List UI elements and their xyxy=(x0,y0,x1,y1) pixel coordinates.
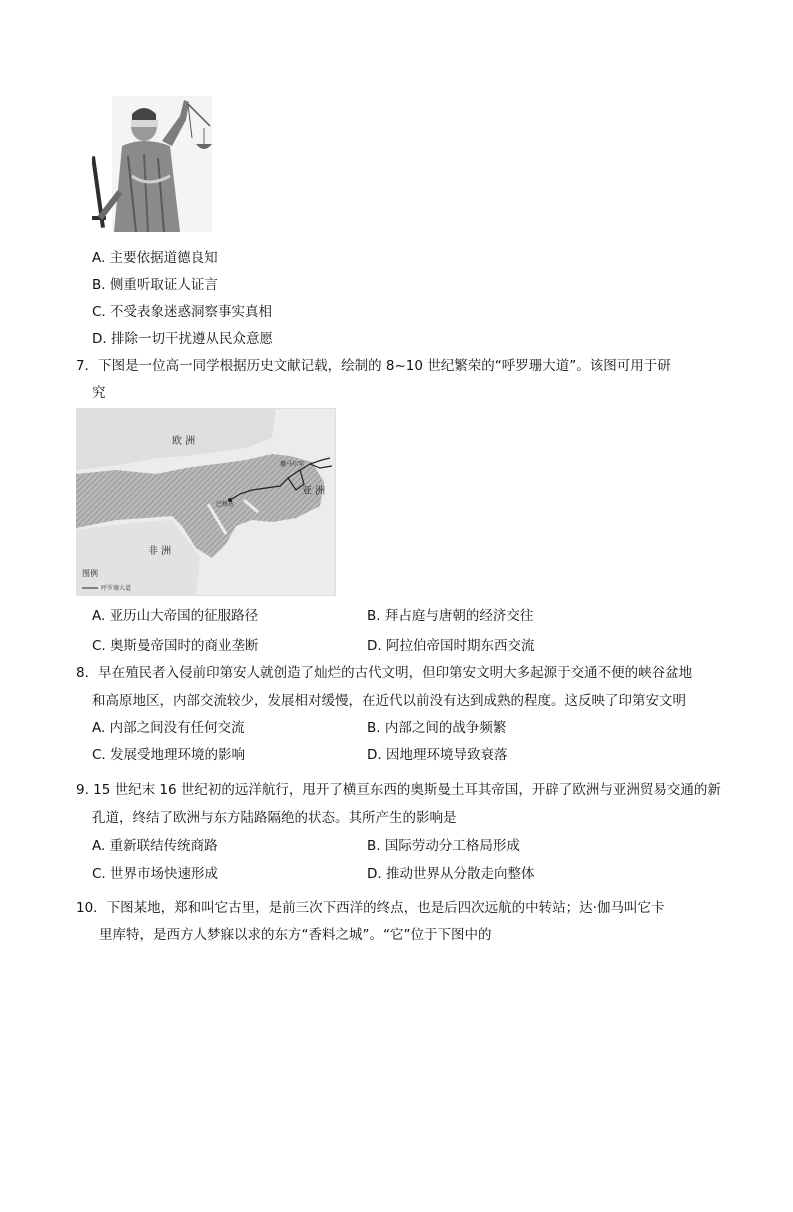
map-label-europe: 欧 洲 xyxy=(172,436,196,447)
map-label-africa: 非 洲 xyxy=(148,546,172,557)
q7-stem-line1: 7．下图是一位高一同学根据历史文献记载，绘制的 8~10 世纪繁荣的“呼罗珊大道”。该图可用于研 xyxy=(76,358,671,374)
q8-stem-line2: 和高原地区，内部交流较少，发展相对缓慢，在近代以前没有达到成熟的程度。这反映了印第安文明 xyxy=(92,693,686,709)
q6-option-d: D. 排除一切干扰遵从民众意愿 xyxy=(92,331,273,347)
q8-option-b: B. 内部之间的战争频繁 xyxy=(367,720,507,736)
q9-stem-line2: 孔道，终结了欧洲与东方陆路隔绝的状态。其所产生的影响是 xyxy=(92,810,457,826)
q7-option-d: D. 阿拉伯帝国时期东西交流 xyxy=(367,638,535,654)
q9-option-a: A. 重新联结传统商路 xyxy=(92,838,218,854)
map-label-baghdad: 巴格达 xyxy=(216,501,235,508)
q6-option-a: A. 主要依据道德良知 xyxy=(92,250,218,266)
justice-statue-image xyxy=(92,96,214,232)
q10-stem-line1: 10．下图某地，郑和叫它古里，是前三次下西洋的终点，也是后四次远航的中转站；达·伽马叫它卡 xyxy=(76,900,665,916)
q8-stem-line1: 8．早在殖民者入侵前印第安人就创造了灿烂的古代文明，但印第安文明大多起源于交通不便的峡谷盆地 xyxy=(76,665,693,681)
q8-option-c: C. 发展受地理环境的影响 xyxy=(92,747,246,763)
q6-option-b: B. 侧重听取证人证言 xyxy=(92,277,218,293)
map-legend-title: 图例 xyxy=(82,569,98,578)
q7-stem-line2: 究 xyxy=(92,385,106,401)
map-label-asia: 亚 洲 xyxy=(302,486,326,497)
q7-option-b: B. 拜占庭与唐朝的经济交往 xyxy=(367,608,534,624)
map-legend-item: 呼罗珊大道 xyxy=(101,585,132,592)
q9-option-c: C. 世界市场快速形成 xyxy=(92,866,219,882)
q9-option-d: D. 推动世界从分散走向整体 xyxy=(367,866,535,882)
map-label-samarkand: 撒马尔罕 xyxy=(280,461,305,468)
q7-option-c: C. 奥斯曼帝国时的商业垄断 xyxy=(92,638,259,654)
q10-stem-line2: 里库特，是西方人梦寐以求的东方“香料之城”。“它”位于下图中的 xyxy=(99,927,492,943)
q9-stem-line1: 9. 15 世纪末 16 世纪初的远洋航行，甩开了横亘东西的奥斯曼土耳其帝国，开辟了欧洲与亚洲贸易交通的新 xyxy=(76,782,721,798)
khorasan-road-map xyxy=(76,408,336,596)
q9-option-b: B. 国际劳动分工格局形成 xyxy=(367,838,520,854)
q6-option-c: C. 不受表象迷惑洞察事实真相 xyxy=(92,304,273,320)
q8-option-d: D. 因地理环境导致衰落 xyxy=(367,747,508,763)
q8-option-a: A. 内部之间没有任何交流 xyxy=(92,720,245,736)
q7-option-a: A. 亚历山大帝国的征服路径 xyxy=(92,608,259,624)
